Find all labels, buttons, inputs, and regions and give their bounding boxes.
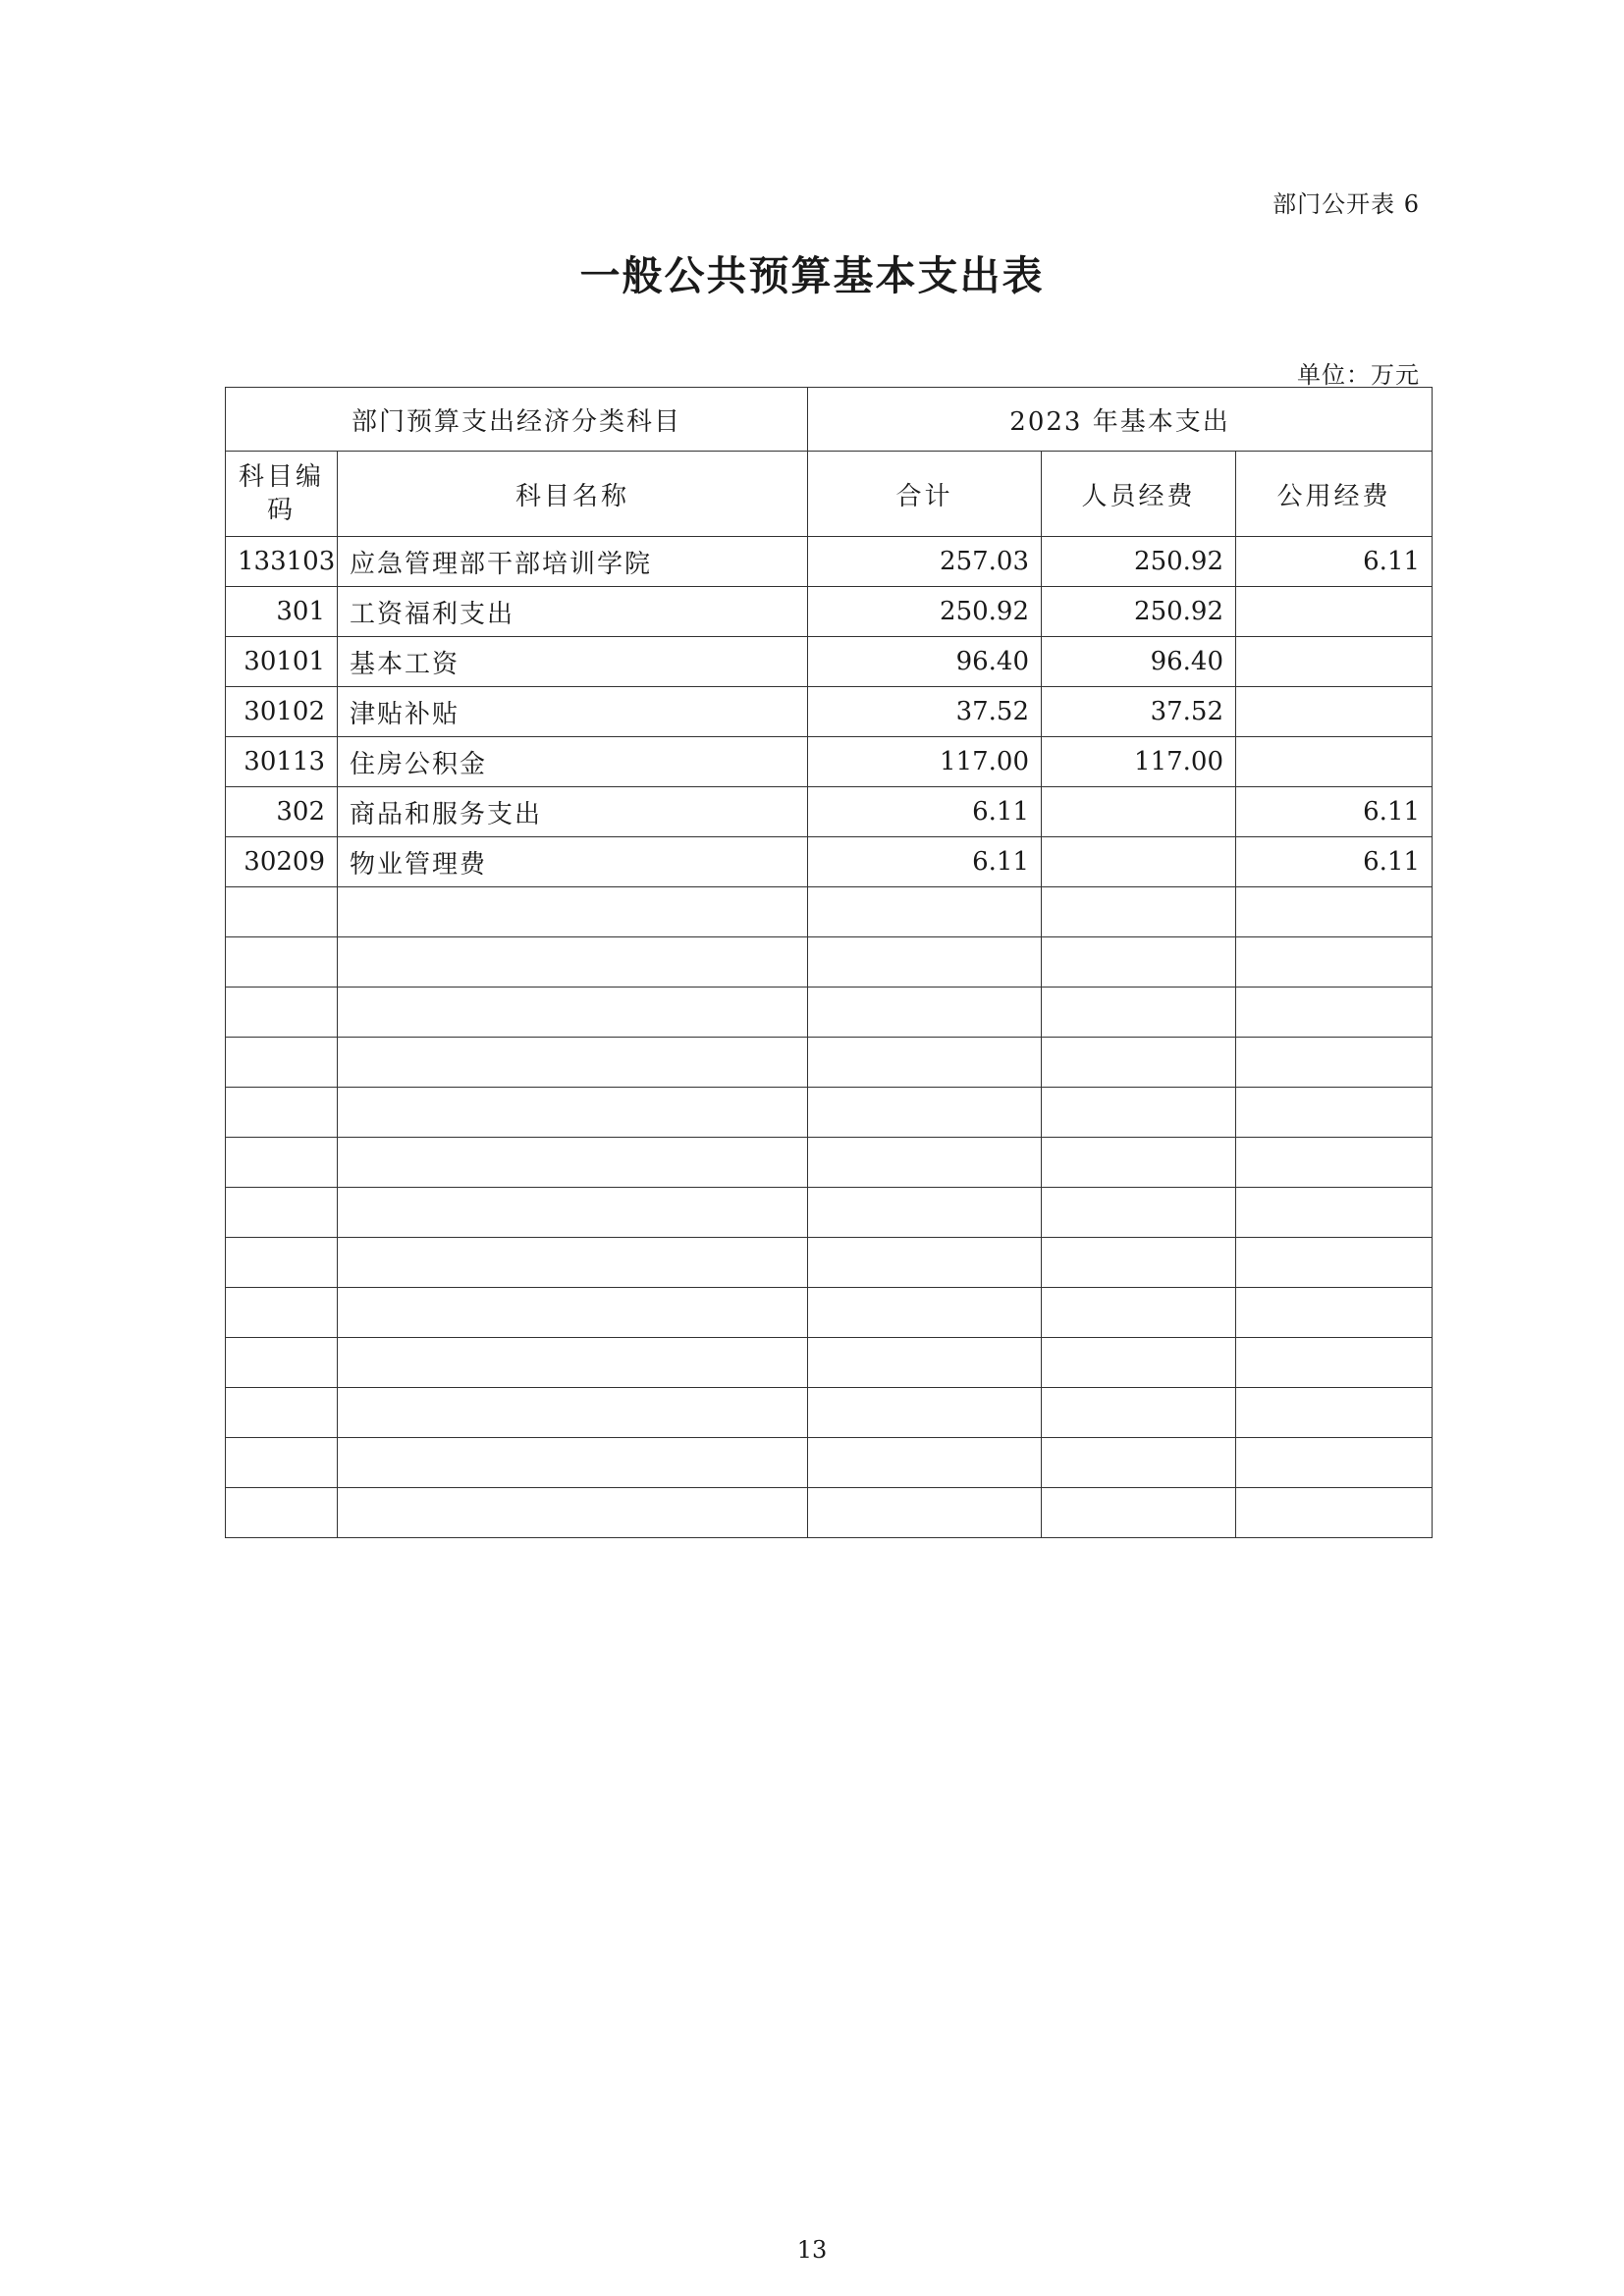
cell-name — [338, 887, 808, 937]
cell-name — [338, 1138, 808, 1188]
cell-name: 应急管理部干部培训学院 — [338, 537, 808, 587]
cell-public — [1236, 1238, 1433, 1288]
cell-total — [808, 1338, 1042, 1388]
table-row — [226, 787, 1433, 837]
cell-code: 30113 — [226, 737, 338, 787]
table-row — [226, 737, 1433, 787]
document-label: 部门公开表 6 — [1272, 190, 1420, 218]
cell-total — [808, 1188, 1042, 1238]
cell-name: 商品和服务支出 — [338, 787, 808, 837]
cell-total — [808, 1038, 1042, 1088]
cell-personnel — [1042, 1088, 1236, 1138]
cell-name: 基本工资 — [338, 637, 808, 687]
cell-total: 37.52 — [808, 687, 1042, 737]
table-row — [226, 1438, 1433, 1488]
cell-total — [808, 937, 1042, 988]
cell-total — [808, 1488, 1042, 1538]
group-header-basic-expenditure: 2023 年基本支出 — [808, 388, 1433, 452]
table-row — [226, 1138, 1433, 1188]
cell-code — [226, 1288, 338, 1338]
cell-personnel: 96.40 — [1042, 637, 1236, 687]
cell-public — [1236, 637, 1433, 687]
column-header-total: 合计 — [808, 452, 1042, 537]
cell-total: 6.11 — [808, 787, 1042, 837]
cell-public — [1236, 1438, 1433, 1488]
cell-public — [1236, 737, 1433, 787]
cell-personnel — [1042, 1288, 1236, 1338]
cell-public — [1236, 1288, 1433, 1338]
cell-code — [226, 1038, 338, 1088]
cell-personnel — [1042, 1338, 1236, 1388]
cell-personnel — [1042, 1038, 1236, 1088]
group-header-row — [226, 388, 1433, 452]
cell-personnel: 250.92 — [1042, 537, 1236, 587]
cell-total — [808, 1138, 1042, 1188]
table-row — [226, 1238, 1433, 1288]
cell-code — [226, 1138, 338, 1188]
cell-public: 6.11 — [1236, 787, 1433, 837]
cell-code — [226, 887, 338, 937]
cell-personnel — [1042, 1138, 1236, 1188]
cell-code — [226, 1438, 338, 1488]
table-row — [226, 687, 1433, 737]
page-title: 一般公共预算基本支出表 — [579, 252, 1045, 299]
table-row — [226, 1038, 1433, 1088]
cell-total — [808, 1088, 1042, 1138]
cell-name — [338, 1488, 808, 1538]
table-row — [226, 1288, 1433, 1338]
cell-public — [1236, 1388, 1433, 1438]
cell-personnel — [1042, 937, 1236, 988]
column-header-code: 科目编码 — [226, 452, 338, 537]
cell-code: 301 — [226, 587, 338, 637]
cell-name — [338, 1438, 808, 1488]
cell-name — [338, 1388, 808, 1438]
cell-personnel — [1042, 1238, 1236, 1288]
table-row — [226, 537, 1433, 587]
cell-total: 250.92 — [808, 587, 1042, 637]
cell-personnel — [1042, 1438, 1236, 1488]
cell-public — [1236, 1488, 1433, 1538]
budget-table — [225, 387, 1433, 1538]
cell-code — [226, 988, 338, 1038]
cell-public — [1236, 1088, 1433, 1138]
cell-name: 工资福利支出 — [338, 587, 808, 637]
table-row — [226, 1388, 1433, 1438]
cell-personnel — [1042, 887, 1236, 937]
cell-code — [226, 1388, 338, 1438]
cell-name: 物业管理费 — [338, 837, 808, 887]
cell-code: 30102 — [226, 687, 338, 737]
cell-code — [226, 1488, 338, 1538]
cell-code — [226, 1238, 338, 1288]
table-row — [226, 637, 1433, 687]
cell-total — [808, 988, 1042, 1038]
cell-name — [338, 1188, 808, 1238]
cell-public — [1236, 587, 1433, 637]
cell-name: 津贴补贴 — [338, 687, 808, 737]
table-row — [226, 988, 1433, 1038]
cell-name — [338, 1088, 808, 1138]
cell-personnel: 250.92 — [1042, 587, 1236, 637]
unit-label: 单位：万元 — [1297, 361, 1420, 389]
table-row — [226, 887, 1433, 937]
column-header-personnel: 人员经费 — [1042, 452, 1236, 537]
cell-public — [1236, 1188, 1433, 1238]
cell-total: 117.00 — [808, 737, 1042, 787]
cell-personnel — [1042, 988, 1236, 1038]
cell-name — [338, 988, 808, 1038]
column-header-name: 科目名称 — [338, 452, 808, 537]
cell-personnel — [1042, 1188, 1236, 1238]
cell-public — [1236, 887, 1433, 937]
cell-name — [338, 1038, 808, 1088]
cell-name — [338, 937, 808, 988]
table-row — [226, 587, 1433, 637]
cell-name — [338, 1288, 808, 1338]
cell-total: 257.03 — [808, 537, 1042, 587]
cell-public — [1236, 1038, 1433, 1088]
cell-total — [808, 1438, 1042, 1488]
cell-total — [808, 887, 1042, 937]
cell-total: 96.40 — [808, 637, 1042, 687]
cell-code: 302 — [226, 787, 338, 837]
cell-public: 6.11 — [1236, 537, 1433, 587]
page-number: 13 — [796, 2236, 828, 2264]
table-row — [226, 937, 1433, 988]
cell-public — [1236, 687, 1433, 737]
table-row — [226, 1088, 1433, 1138]
table-row — [226, 1188, 1433, 1238]
cell-public: 6.11 — [1236, 837, 1433, 887]
cell-personnel — [1042, 1388, 1236, 1438]
cell-code: 30209 — [226, 837, 338, 887]
cell-personnel — [1042, 787, 1236, 837]
cell-total: 6.11 — [808, 837, 1042, 887]
cell-name — [338, 1238, 808, 1288]
cell-code: 133103 — [226, 537, 338, 587]
table-row — [226, 1338, 1433, 1388]
cell-public — [1236, 1138, 1433, 1188]
cell-personnel — [1042, 1488, 1236, 1538]
cell-total — [808, 1288, 1042, 1338]
table-row — [226, 1488, 1433, 1538]
cell-code: 30101 — [226, 637, 338, 687]
cell-code — [226, 1088, 338, 1138]
column-header-public: 公用经费 — [1236, 452, 1433, 537]
group-header-classification: 部门预算支出经济分类科目 — [226, 388, 808, 452]
cell-code — [226, 1338, 338, 1388]
cell-public — [1236, 937, 1433, 988]
table-row — [226, 837, 1433, 887]
cell-personnel: 117.00 — [1042, 737, 1236, 787]
column-header-row — [226, 452, 1433, 537]
cell-public — [1236, 988, 1433, 1038]
cell-code — [226, 1188, 338, 1238]
cell-total — [808, 1388, 1042, 1438]
cell-name — [338, 1338, 808, 1388]
cell-total — [808, 1238, 1042, 1288]
cell-personnel: 37.52 — [1042, 687, 1236, 737]
cell-public — [1236, 1338, 1433, 1388]
cell-code — [226, 937, 338, 988]
cell-personnel — [1042, 837, 1236, 887]
cell-name: 住房公积金 — [338, 737, 808, 787]
